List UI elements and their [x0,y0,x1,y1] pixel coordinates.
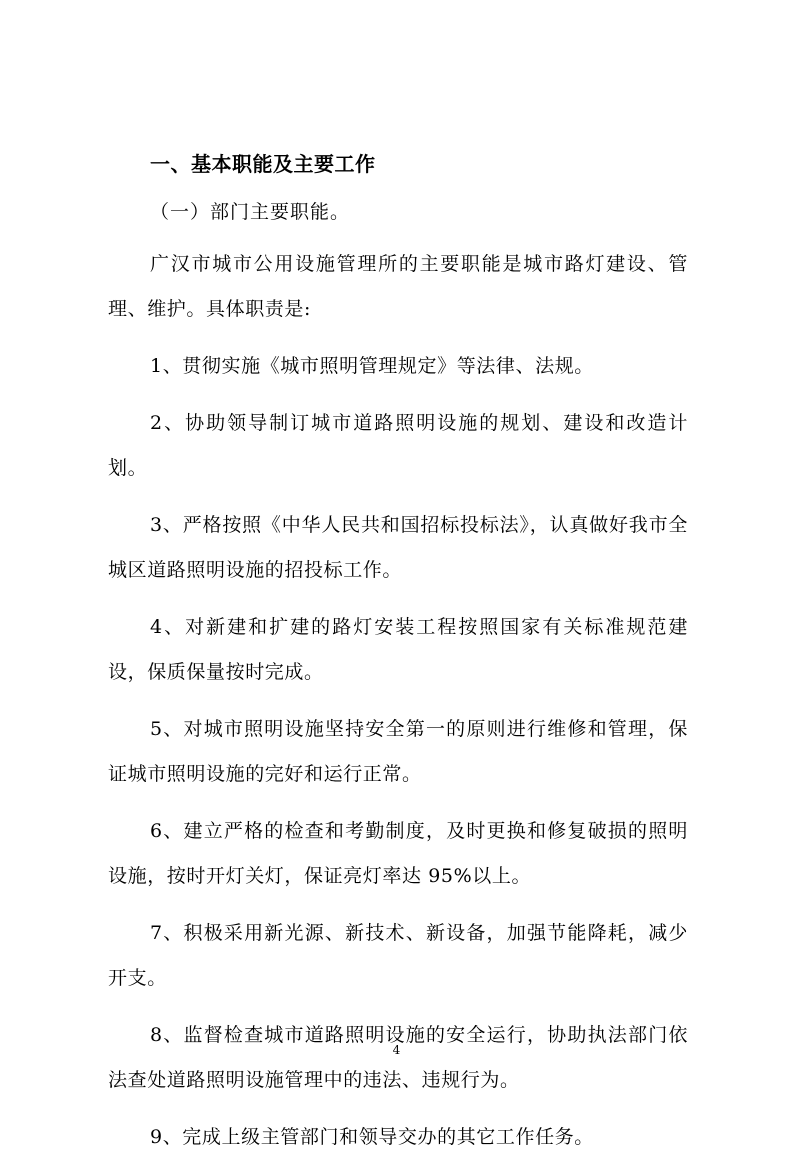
page-number: 4 [392,1043,401,1057]
duty-item-2: 2、协助领导制订城市道路照明设施的规划、建设和改造计划。 [108,412,688,479]
duty-item-1: 1、贯彻实施《城市照明管理规定》等法律、法规。 [150,355,594,377]
duty-item-5: 5、对城市照明设施坚持安全第一的原则进行维修和管理，保证城市照明设施的完好和运行正常。 [108,718,688,785]
duty-item-8: 8、监督检查城市道路照明设施的安全运行，协助执法部门依法查处道路照明设施管理中的违法、违规行为。 [108,1024,688,1091]
duty-item-3: 3、严格按照《中华人民共和国招标投标法》，认真做好我市全城区道路照明设施的招投标工作。 [108,514,688,581]
page-content [108,146,688,1160]
duty-item-7: 7、积极采用新光源、新技术、新设备，加强节能降耗，减少开支。 [108,922,688,989]
intro-paragraph: 广汉市城市公用设施管理所的主要职能是城市路灯建设、管理、维护。具体职责是: [108,253,688,320]
duty-item-9: 9、完成上级主管部门和领导交办的其它工作任务。 [150,1126,594,1148]
duty-item-4: 4、对新建和扩建的路灯安装工程按照国家有关标准规范建设，保质保量按时完成。 [108,616,688,683]
duty-item-6: 6、建立严格的检查和考勤制度，及时更换和修复破损的照明设施，按时开灯关灯，保证亮灯率达 95%以上。 [108,820,688,887]
section-heading: 一、基本职能及主要工作 [150,152,376,176]
subsection-heading: （一）部门主要职能。 [150,201,351,223]
